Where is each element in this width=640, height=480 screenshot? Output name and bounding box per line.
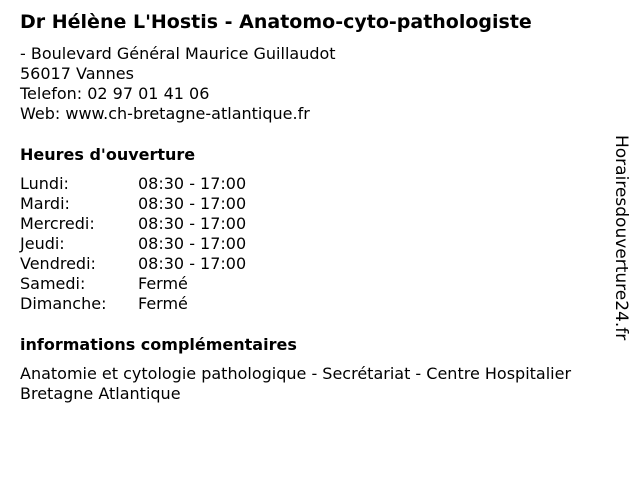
additional-info-text: Anatomie et cytologie pathologique - Secrétariat - Centre Hospitalier Bretagne Atlantique	[20, 364, 572, 403]
day-label: Vendredi:	[20, 254, 96, 273]
watermark-text: Horairesdouverture24.fr	[611, 135, 631, 341]
day-hours: 08:30 - 17:00	[138, 234, 247, 253]
day-hours: 08:30 - 17:00	[138, 174, 247, 193]
additional-info-heading: informations complémentaires	[20, 335, 297, 354]
day-hours: Fermé	[138, 294, 188, 313]
day-label: Mercredi:	[20, 214, 95, 233]
day-hours: 08:30 - 17:00	[138, 194, 247, 213]
street-address: - Boulevard Général Maurice Guillaudot	[20, 44, 336, 63]
phone-number: Telefon: 02 97 01 41 06	[20, 84, 210, 103]
day-label: Mardi:	[20, 194, 70, 213]
day-hours: Fermé	[138, 274, 188, 293]
day-hours: 08:30 - 17:00	[138, 214, 247, 233]
website: Web: www.ch-bretagne-atlantique.fr	[20, 104, 310, 123]
side-watermark	[611, 135, 640, 345]
day-hours: 08:30 - 17:00	[138, 254, 247, 273]
city: 56017 Vannes	[20, 64, 134, 83]
opening-hours-heading: Heures d'ouverture	[20, 145, 196, 164]
day-label: Jeudi:	[20, 234, 65, 253]
address-block	[20, 44, 336, 124]
page-title: Dr Hélène L'Hostis - Anatomo-cyto-pathologiste	[20, 11, 532, 33]
day-label: Samedi:	[20, 274, 86, 293]
day-label: Dimanche:	[20, 294, 107, 313]
day-label: Lundi:	[20, 174, 69, 193]
